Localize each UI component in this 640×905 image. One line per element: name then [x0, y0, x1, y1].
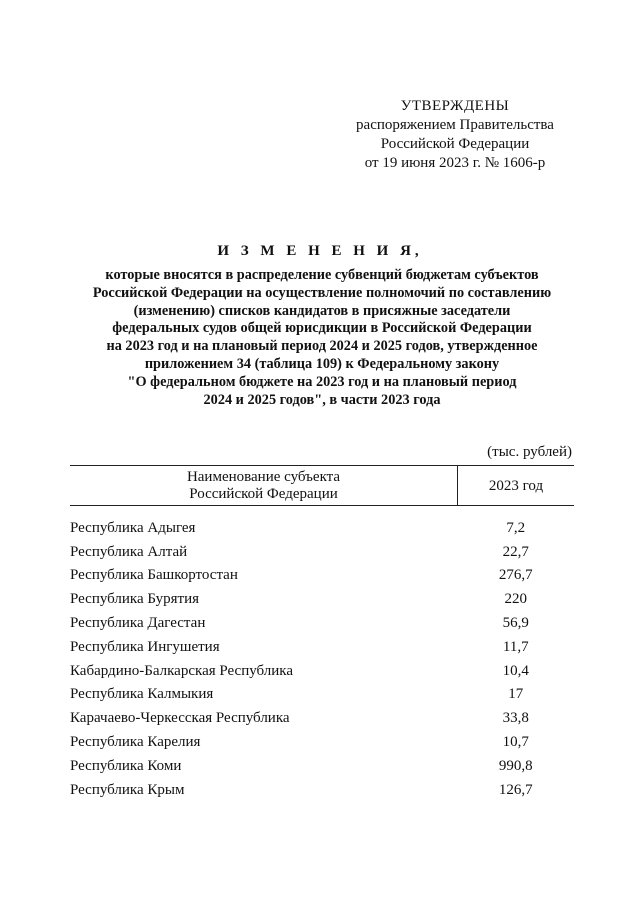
- region-value: 126,7: [498, 781, 533, 798]
- subtitle-line: 2024 и 2025 годов", в части 2023 года: [203, 391, 441, 408]
- region-name: Республика Алтай: [70, 543, 188, 560]
- subtitle-line: федеральных судов общей юрисдикции в Российской Федерации: [112, 320, 532, 337]
- table-row: [70, 754, 574, 778]
- header-region-line-2: Российской Федерации: [189, 486, 338, 502]
- header-region-line-1: Наименование субъекта: [186, 469, 341, 485]
- table-row: [70, 730, 574, 754]
- table-spacer: [70, 506, 574, 517]
- table-row: [70, 611, 574, 635]
- region-value: 33,8: [502, 710, 529, 727]
- table-header-row: [70, 466, 574, 506]
- region-name: Республика Ингушетия: [70, 638, 220, 655]
- table-row: [70, 540, 574, 564]
- region-value: 7,2: [506, 519, 526, 536]
- table-row: [70, 659, 574, 683]
- approval-block: [340, 97, 570, 173]
- region-name: Республика Бурятия: [70, 591, 200, 608]
- region-value: 10,7: [502, 734, 529, 751]
- region-name: Кабардино-Балкарская Республика: [70, 662, 294, 679]
- region-value: 17: [508, 686, 524, 703]
- table-row: [70, 635, 574, 659]
- subtitle-line: приложением 34 (таблица 109) к Федеральному закону: [144, 355, 500, 372]
- subtitle-line: Российской Федерации на осуществление полномочий по составлению: [92, 284, 552, 301]
- region-name: Республика Коми: [70, 757, 182, 774]
- table-row: [70, 516, 574, 540]
- region-value: 990,8: [498, 757, 533, 774]
- region-value: 276,7: [498, 567, 533, 584]
- subsidy-table: [70, 465, 574, 802]
- approval-line-1: распоряжением Правительства: [356, 117, 554, 133]
- region-value: 22,7: [502, 543, 529, 560]
- subtitle-line: которые вносятся в распределение субвенций бюджетам субъектов: [105, 267, 539, 283]
- table-row: [70, 706, 574, 730]
- table-row: [70, 587, 574, 611]
- header-region-name: [70, 466, 458, 506]
- region-name: Республика Крым: [70, 781, 185, 798]
- document-subtitle: [62, 267, 582, 409]
- approval-line-2: Российской Федерации: [380, 136, 530, 152]
- region-value: 11,7: [502, 638, 529, 655]
- region-name: Республика Башкортостан: [70, 567, 238, 584]
- table-row: [70, 564, 574, 588]
- subtitle-line: (изменению) списков кандидатов в присяжные заседатели: [133, 302, 511, 319]
- header-year: 2023 год: [458, 466, 575, 506]
- table-row: [70, 683, 574, 707]
- region-name: Республика Дагестан: [70, 615, 206, 632]
- region-name: Республика Карелия: [70, 734, 201, 751]
- region-name: Карачаево-Черкесская Республика: [70, 710, 290, 727]
- region-name: Республика Адыгея: [70, 519, 196, 536]
- table-row: [70, 778, 574, 802]
- region-value: 10,4: [502, 662, 529, 679]
- region-value: 220: [504, 591, 527, 608]
- approval-line-3: от 19 июня 2023 г. № 1606-р: [364, 155, 546, 171]
- document-title: И З М Е Н Е Н И Я,: [217, 243, 423, 259]
- approval-heading: УТВЕРЖДЕНЫ: [400, 98, 510, 114]
- subtitle-line: "О федеральном бюджете на 2023 год и на плановый период: [127, 373, 517, 390]
- units-label: (тыс. рублей): [487, 444, 572, 460]
- region-value: 56,9: [502, 615, 529, 632]
- region-name: Республика Калмыкия: [70, 686, 214, 703]
- subtitle-line: на 2023 год и на плановый период 2024 и 2025 годов, утвержденное: [106, 338, 538, 355]
